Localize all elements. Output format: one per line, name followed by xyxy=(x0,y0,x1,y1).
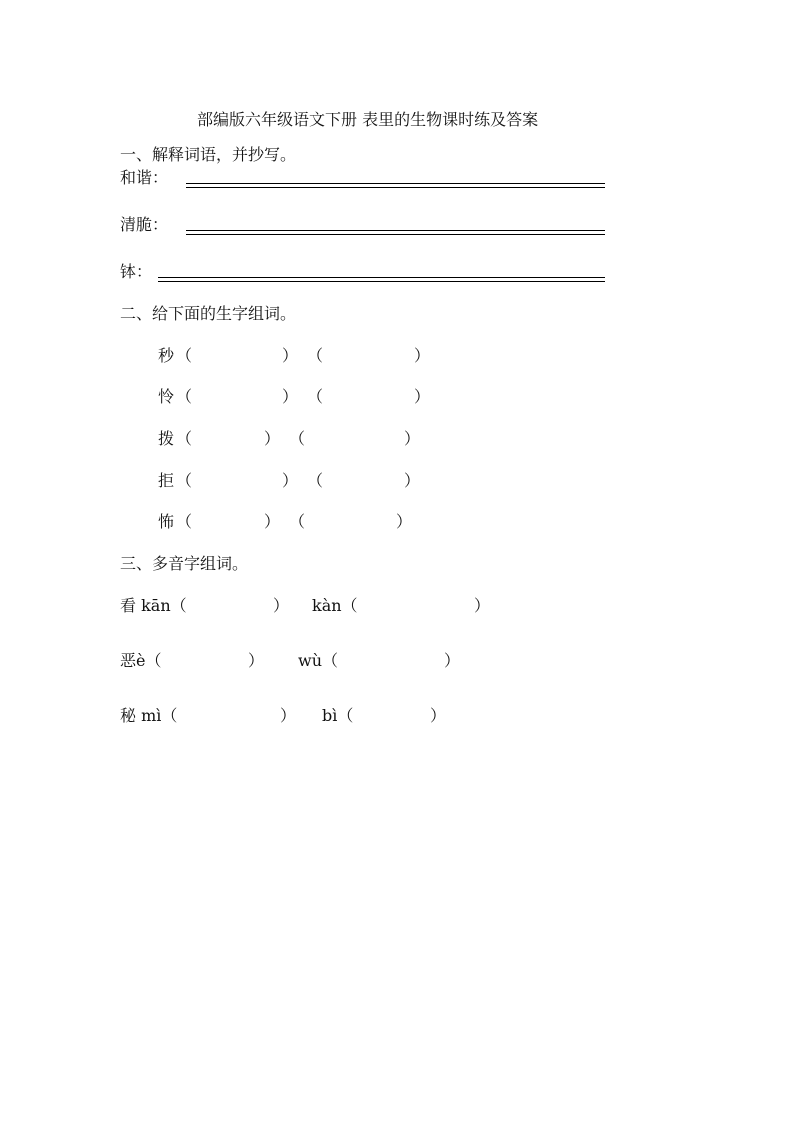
polyphone-e-first: 恶è（ xyxy=(120,651,162,670)
open-paren: （ xyxy=(176,429,193,448)
close-paren: ） xyxy=(264,429,281,448)
polyphone-bi-second: bì（ xyxy=(322,706,354,725)
polyphone-kan-second: kàn（ xyxy=(312,596,358,615)
close-paren: ） xyxy=(282,471,299,490)
close-paren: ） xyxy=(282,387,299,406)
char-ju: 拒 xyxy=(158,471,175,490)
section1-heading: 一、解释词语，并抄写。 xyxy=(120,145,297,164)
polyphone-kan-first: 看 kān（ xyxy=(120,596,187,615)
section2-heading: 二、给下面的生字组词。 xyxy=(120,304,297,323)
char-bo: 拨 xyxy=(158,429,175,448)
char-lian: 怜 xyxy=(158,387,175,406)
open-paren: （ xyxy=(176,471,193,490)
close-paren: ） xyxy=(248,651,265,670)
open-paren: （ xyxy=(307,387,324,406)
close-paren: ） xyxy=(474,596,491,615)
answer-line-hexie[interactable] xyxy=(186,183,605,188)
answer-line-qingcui[interactable] xyxy=(186,230,605,235)
open-paren: （ xyxy=(289,512,306,531)
open-paren: （ xyxy=(176,346,193,365)
close-paren: ） xyxy=(414,346,431,365)
char-miao: 秒 xyxy=(158,346,175,365)
polyphone-mi-first: 秘 mì（ xyxy=(120,706,178,725)
open-paren: （ xyxy=(176,512,193,531)
close-paren: ） xyxy=(282,346,299,365)
close-paren: ） xyxy=(404,471,421,490)
term-label-bo: 钵： xyxy=(120,262,153,281)
close-paren: ） xyxy=(404,429,421,448)
page-title: 部编版六年级语文下册 表里的生物课时练及答案 xyxy=(197,110,539,129)
open-paren: （ xyxy=(307,346,324,365)
open-paren: （ xyxy=(307,471,324,490)
close-paren: ） xyxy=(444,651,461,670)
open-paren: （ xyxy=(289,429,306,448)
close-paren: ） xyxy=(280,706,297,725)
close-paren: ） xyxy=(264,512,281,531)
polyphone-wu-second: wù（ xyxy=(298,651,339,670)
answer-line-bo[interactable] xyxy=(158,277,605,282)
section3-heading: 三、多音字组词。 xyxy=(120,554,249,573)
close-paren: ） xyxy=(396,512,413,531)
char-bu: 怖 xyxy=(158,512,175,531)
close-paren: ） xyxy=(414,387,431,406)
open-paren: （ xyxy=(176,387,193,406)
term-label-hexie: 和谐： xyxy=(120,168,169,187)
close-paren: ） xyxy=(273,596,290,615)
term-label-qingcui: 清脆： xyxy=(120,215,169,234)
close-paren: ） xyxy=(430,706,447,725)
